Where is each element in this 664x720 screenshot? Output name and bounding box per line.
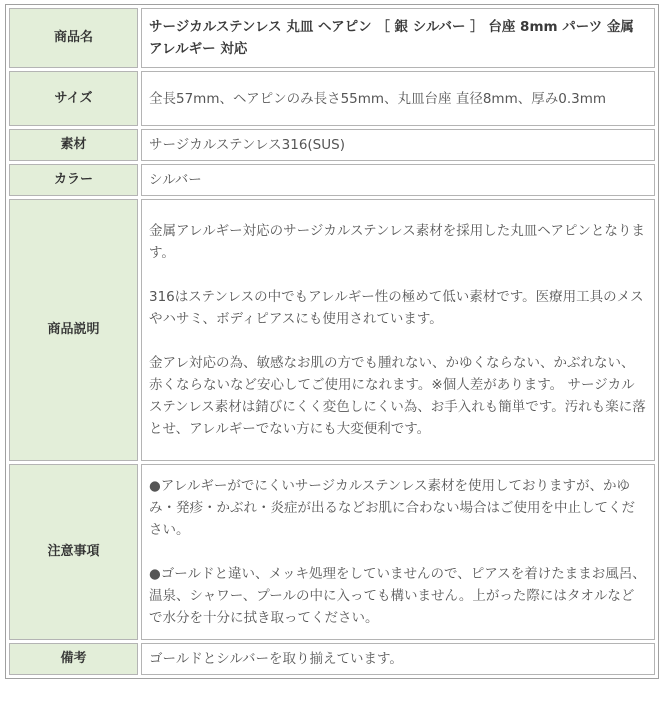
- spec-value-size: [141, 71, 655, 126]
- spec-label-remarks: 備考: [9, 643, 138, 675]
- spec-value-material: [141, 129, 655, 161]
- spec-row-material: [9, 129, 655, 161]
- spec-label-size: サイズ: [9, 71, 138, 126]
- product-spec-table: [5, 4, 659, 679]
- spec-row-color: [9, 164, 655, 196]
- description-paragraph: 金属アレルギー対応のサージカルステンレス素材を採用した丸皿ヘアピンとなります。: [149, 223, 645, 261]
- spec-value-notes: [141, 464, 655, 640]
- color-text: シルバー: [149, 172, 202, 188]
- spec-value-product-name: [141, 8, 655, 68]
- spec-row-remarks: [9, 643, 655, 675]
- spec-value-remarks: [141, 643, 655, 675]
- description-paragraph: 金アレ対応の為、敏感なお肌の方でも腫れない、かゆくならない、かぶれない、赤くならないなど安心してご使用になれます。※個人差があります。 サージカルステンレス素材は錆びにくく変色しにくい為、お手入れも簡単です。汚れも楽に落とせ、アレルギーでない方にも大変便利です。: [149, 355, 646, 437]
- spec-label-material: 素材: [9, 129, 138, 161]
- size-text: 全長57mm、ヘアピンのみ長さ55mm、丸皿台座 直径8mm、厚み0.3mm: [149, 90, 607, 107]
- remarks-text: ゴールドとシルバーを取り揃えています。: [149, 651, 403, 667]
- product-name-text: サージカルステンレス 丸皿 ヘアピン ［ 銀 シルバー ］ 台座 8mm パーツ 金属アレルギー 対応: [149, 19, 634, 57]
- spec-value-color: [141, 164, 655, 196]
- spec-label-product-name: 商品名: [9, 8, 138, 68]
- spec-label-description: 商品説明: [9, 199, 138, 461]
- spec-row-description: [9, 199, 655, 461]
- spec-value-description: [141, 199, 655, 461]
- spec-row-size: [9, 71, 655, 126]
- description-paragraph: 316はステンレスの中でもアレルギー性の極めて低い素材です。医療用工具のメスやハサミ、ボディピアスにも使用されています。: [149, 289, 644, 327]
- material-text: サージカルステンレス316(SUS): [149, 137, 345, 153]
- notes-paragraph: ●アレルギーがでにくいサージカルステンレス素材を使用しておりますが、かゆみ・発疹・かぶれ・炎症が出るなどお肌に合わない場合はご使用を中止してください。: [149, 478, 635, 538]
- spec-label-notes: 注意事項: [9, 464, 138, 640]
- spec-row-notes: [9, 464, 655, 640]
- spec-row-product-name: [9, 8, 655, 68]
- notes-paragraph: ●ゴールドと違い、メッキ処理をしていませんので、ピアスを着けたままお風呂、温泉、シャワー、プールの中に入っても構いません。上がった際にはタオルなどで水分を十分に拭き取ってください。: [149, 566, 646, 626]
- spec-label-color: カラー: [9, 164, 138, 196]
